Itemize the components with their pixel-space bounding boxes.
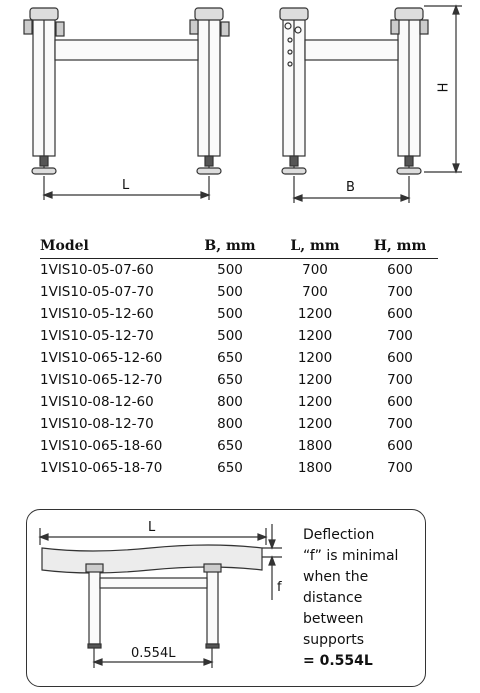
cell-b: 500 [217,328,243,344]
table-row [40,413,440,435]
deflection-l-label: L [148,520,156,535]
cell-h: 700 [387,416,413,432]
cell-model: 1VIS10-065-18-70 [40,460,163,476]
cell-h: 600 [387,262,413,278]
cell-b: 650 [217,438,243,454]
cell-h: 700 [387,372,413,388]
cell-model: 1VIS10-05-12-60 [40,306,154,322]
header-b: B, mm [204,238,256,254]
cell-h: 600 [387,394,413,410]
table-row [40,457,440,479]
cell-model: 1VIS10-065-12-70 [40,372,163,388]
cell-b: 800 [217,416,243,432]
cell-l: 1200 [297,350,333,366]
table-row [40,281,440,303]
cell-model: 1VIS10-065-12-60 [40,350,163,366]
cell-h: 600 [387,306,413,322]
table-row [40,347,440,369]
cell-l: 700 [302,284,328,300]
cell-h: 600 [387,350,413,366]
cell-h: 700 [387,460,413,476]
table-row [40,325,440,347]
cell-l: 1800 [297,460,333,476]
dimension-l-label: L [122,178,130,193]
table-row [40,369,440,391]
cell-l: 1200 [297,328,333,344]
header-model: Model [40,238,89,254]
cell-b: 650 [217,350,243,366]
cell-model: 1VIS10-065-18-60 [40,438,163,454]
cell-b: 500 [217,284,243,300]
support-stand-drawing [0,0,480,215]
cell-h: 600 [387,438,413,454]
cell-model: 1VIS10-05-07-60 [40,262,154,278]
deflection-f-label: f [277,580,282,595]
cell-model: 1VIS10-05-12-70 [40,328,154,344]
note-line: supports [303,632,365,648]
cell-l: 1200 [297,306,333,322]
cell-model: 1VIS10-08-12-70 [40,416,154,432]
note-line: Deflection [303,527,375,543]
table-header-row [40,233,440,259]
cell-b: 650 [217,460,243,476]
support-spacing-label: 0.554L [131,646,176,661]
cell-h: 700 [387,284,413,300]
header-h: H, mm [373,238,427,254]
note-line: between [303,611,364,627]
cell-b: 650 [217,372,243,388]
cell-h: 700 [387,328,413,344]
models-table [40,233,440,479]
cell-b: 500 [217,306,243,322]
cell-model: 1VIS10-05-07-70 [40,284,154,300]
cell-l: 1200 [297,372,333,388]
cell-b: 500 [217,262,243,278]
table-row [40,303,440,325]
deflection-note [303,525,423,672]
table-row [40,259,440,281]
note-line: when the [303,569,369,585]
cell-l: 1200 [297,416,333,432]
cell-l: 1200 [297,394,333,410]
dimension-b-label: B [346,180,355,195]
note-line: distance [303,590,363,606]
dimension-h-label: H [436,82,452,93]
note-line: = 0.554L [303,653,373,669]
note-line: “f” is minimal [303,548,399,564]
cell-l: 700 [302,262,328,278]
table-header-divider [40,258,438,259]
table-row [40,391,440,413]
cell-b: 800 [217,394,243,410]
cell-model: 1VIS10-08-12-60 [40,394,154,410]
table-row [40,435,440,457]
header-l: L, mm [290,238,340,254]
cell-l: 1800 [297,438,333,454]
